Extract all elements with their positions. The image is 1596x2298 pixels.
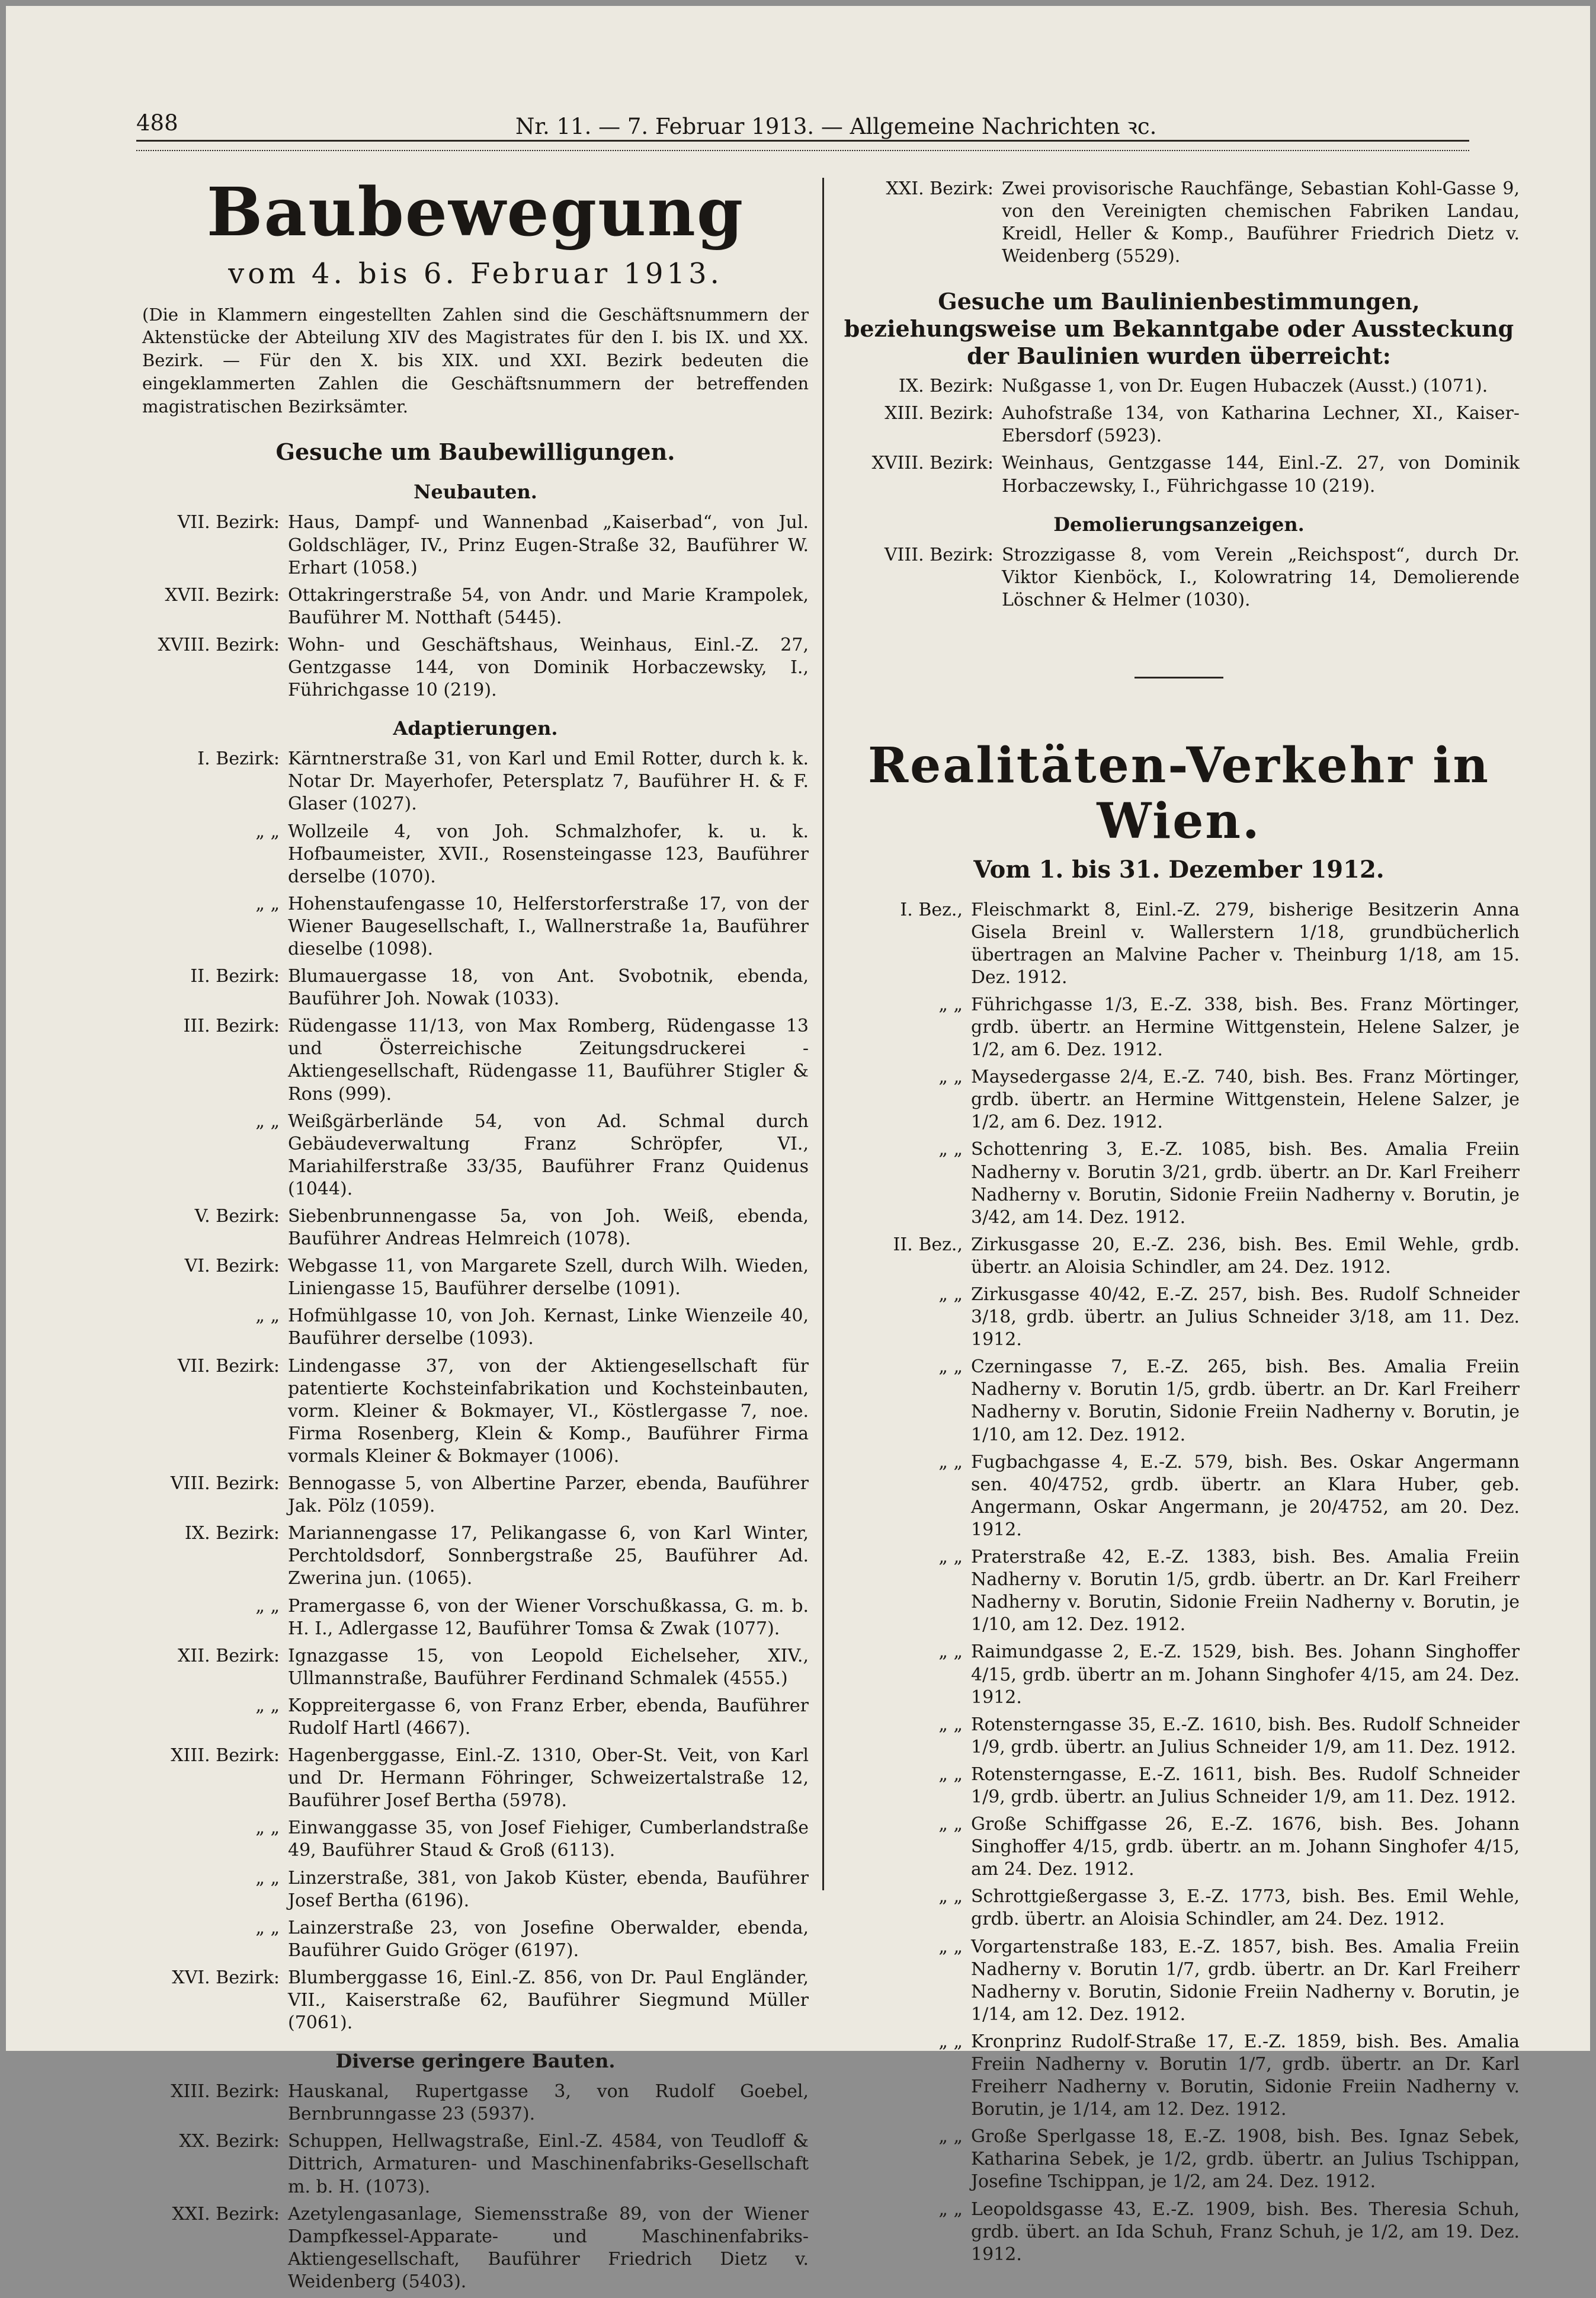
district-label: II. Bez., [893,1234,963,1255]
list-item [838,544,1520,612]
realitaeten-title: Realitäten-Verkehr in Wien. [867,737,1491,850]
list-item [838,1714,1520,1759]
article-subtitle: vom 4. bis 6. Februar 1913. [228,257,723,290]
list-item [838,1451,1520,1541]
district-label: „ „ [255,893,280,914]
divider [1134,677,1223,678]
district-label: „ „ [938,1451,963,1473]
list-item [838,2198,1520,2266]
entry-text: Praterstraße 42, E.-Z. 1383, bish. Bes. Amalia Freiin Nadherny v. Borutin 1/5, grdb. übertr. an Dr. Karl Freiherr Nadherny v. Borutin, Sidonie Freiin Nadherny v. Borutin, je 1/10, am 12. Dez. 1912. [971,1547,1520,1636]
district-label: I. Bez., [900,899,963,920]
list-item [142,1817,809,1862]
list-item [838,1813,1520,1881]
district-label: VII. Bezirk: [177,1355,280,1377]
entry-text: Hagenberggasse, Einl.-Z. 1310, Ober-St. Veit, von Karl und Dr. Hermann Föhringer, Schweizertalstraße 12, Bauführer Josef Bertha (5978). [288,1745,809,1811]
district-label: VI. Bezirk: [184,1256,280,1277]
district-label: „ „ [938,994,963,1015]
district-label: „ „ [938,1763,963,1785]
district-label: „ „ [255,1595,280,1617]
list-item [838,402,1520,447]
entry-text: Hohenstaufengasse 10, Helferstorferstraße 17, von der Wiener Baugesellschaft, I., Wallnerstraße 1a, Bauführer dieselbe (1098). [288,893,809,959]
entry-text: Wohn- und Geschäftshaus, Weinhaus, Einl.-Z. 27, Gentzgasse 144, von Dominik Horbaczewsky, I., Führichgasse 10 (219). [288,634,809,701]
list-item [142,748,809,815]
entry-text: Lindengasse 37, von der Aktiengesellschaft für patentierte Kochsteinfabrikation und Kochsteinbauten, vorm. Kleiner & Bokmayer, VI., Köstlergasse 7, noe. Firma Rosenberg, Klein & Komp., Bauführer Firma vormals Kleiner & Bokmayer (1006). [288,1355,809,1467]
entry-text: Fleischmarkt 8, Einl.-Z. 279, bisherige Besitzerin Anna Gisela Breinl v. Wallerstern 1/18, grundbücherlich übertragen an Malvine Pacher v. Theinburg 1/18, am 15. Dez. 1912. [971,899,1520,988]
entry-text: Pramergasse 6, von der Wiener Vorschußkassa, G. m. b. H. I., Adlergasse 12, Bauführer Tomsa & Zwak (1077). [288,1595,809,1639]
entry-text: Hofmühlgasse 10, von Joh. Kernast, Linke Wienzeile 40, Bauführer derselbe (1093). [288,1305,809,1349]
entry-text: Blumberggasse 16, Einl.-Z. 856, von Dr. Paul Engländer, VII., Kaiserstraße 62, Bauführer Siegmund Müller (7061). [288,1967,809,2034]
section-heading: Gesuche um Baubewilligungen. [275,438,675,465]
list-item [838,1886,1520,1931]
district-label: XXI. Bezirk: [886,178,994,199]
list-item [142,1745,809,1812]
entry-text: Azetylengasanlage, Siemensstraße 89, von der Wiener Dampfkessel-Apparate- und Maschinenfabriks-Aktiengesellschaft, Bauführer Friedrich Dietz v. Weidenberg (5403). [288,2203,809,2292]
entry-text: Raimundgasse 2, E.-Z. 1529, bish. Bes. Johann Singhoffer 4/15, grdb. übertr an m. Johann Singhofer 4/15, am 24. Dez. 1912. [971,1641,1520,1708]
list-item [838,178,1520,268]
entry-text: Schuppen, Hellwagstraße, Einl.-Z. 4584, von Teudloff & Dittrich, Armaturen- und Maschinenfabriks-Gesellschaft m. b. H. (1073). [288,2131,809,2197]
district-label: II. Bezirk: [190,966,280,987]
entry-text: Webgasse 11, von Margarete Szell, durch Wilh. Wieden, Liniengasse 15, Bauführer derselbe (1091). [288,1256,809,1300]
district-label: XXI. Bezirk: [172,2203,280,2225]
district-label: XVII. Bezirk: [165,584,280,606]
realitaeten-list [838,899,1520,2266]
district-label: „ „ [938,1067,963,1088]
entry-text: Zirkusgasse 40/42, E.-Z. 257, bish. Bes. Rudolf Schneider 3/18, grdb. übertr. an Julius Schneider 3/18, am 11. Dez. 1912. [971,1284,1520,1350]
header-rule [136,140,1469,151]
entry-text: Zirkusgasse 20, E.-Z. 236, bish. Bes. Emil Wehle, grdb. übertr. an Aloisia Schindler, am 24. Dez. 1912. [971,1234,1520,1278]
district-label: „ „ [255,1110,280,1132]
district-label: VIII. Bezirk: [884,544,994,565]
list-item [838,452,1520,497]
list-item [142,965,809,1010]
list-item [142,1867,809,1912]
list-item [838,1066,1520,1134]
list-item [142,584,809,629]
district-label: XII. Bezirk: [178,1645,280,1666]
district-label: I. Bezirk: [197,748,280,770]
realitaeten-subtitle: Vom 1. bis 31. Dezember 1912. [973,855,1385,884]
intro-note: (Die in Klammern eingestellten Zahlen sind die Geschäftsnummern der Aktenstücke der Abteilung XIV des Magistrates für den I. bis IX. und XX. Bezirk. — Für den X. bis XIX. und XXI. Bezirk bedeuten die eingeklammerten Zahlen die Geschäftsnummern der betreffenden magistratischen Bezirksämter. [142,304,809,417]
district-label: „ „ [938,1814,963,1835]
entry-text: Koppreitergasse 6, von Franz Erber, ebenda, Bauführer Rudolf Hartl (4667). [288,1695,809,1739]
entry-text: Weinhaus, Gentzgasse 144, Einl.-Z. 27, von Dominik Horbaczewsky, I., Führichgasse 10 (219). [1002,453,1520,497]
district-label: „ „ [938,1886,963,1907]
running-head: Nr. 11. — 7. Februar 1913. — Allgemeine Nachrichten ꝛc. [515,114,1157,139]
district-label: III. Bezirk: [183,1016,280,1037]
district-label: VII. Bezirk: [177,512,280,533]
newspaper-page [6,6,1590,2292]
subsection-heading: Demolierungsanzeigen. [1053,513,1305,536]
district-label: V. Bezirk: [194,1206,280,1227]
list-item [838,994,1520,1061]
page-number: 488 [136,110,178,136]
district-label: „ „ [255,1917,280,1938]
list-item [142,2081,809,2126]
list-item [838,2031,1520,2121]
section-heading: Gesuche um Baulinienbestimmungen, beziehungsweise um Bekanntgabe oder Aussteckung der Baulinien wurden überreicht: [844,288,1514,369]
entry-text: Weißgärberlände 54, von Ad. Schmal durch Gebäudeverwaltung Franz Schröpfer, VI., Mariahilferstraße 33/35, Bauführer Franz Quidenus (1044). [288,1110,809,1199]
list-item [142,1015,809,1105]
list-item [838,1356,1520,1446]
district-label: „ „ [938,2126,963,2147]
list-item [838,2126,1520,2193]
district-label: „ „ [938,2198,963,2220]
district-label: „ „ [938,1641,963,1663]
entry-text: Zwei provisorische Rauchfänge, Sebastian Kohl-Gasse 9, von den Vereinigten chemischen Fabriken Landau, Kreidl, Heller & Komp., Bauführer Friedrich Dietz v. Weidenberg (5529). [1002,178,1520,267]
neubauten-list [142,511,809,702]
list-item [838,1936,1520,2026]
entry-text: Blumauergasse 18, von Ant. Svobotnik, ebenda, Bauführer Joh. Nowak (1033). [288,966,809,1010]
subsection-heading: Neubauten. [414,481,537,504]
list-item [838,1284,1520,1351]
list-item [142,1110,809,1201]
list-item [142,1355,809,1468]
district-label: XVI. Bezirk: [172,1967,280,1988]
entry-text: Fugbachgasse 4, E.-Z. 579, bish. Bes. Oskar Angermann sen. 40/4752, grdb. übertr. an Klara Huber, geb. Angermann, Oskar Angermann, je 20/4752, am 20. Dez. 1912. [971,1451,1520,1540]
entry-text: Kärntnerstraße 31, von Karl und Emil Rotter, durch k. k. Notar Dr. Mayerhofer, Petersplatz 7, Bauführer H. & F. Glaser (1027). [288,748,809,815]
district-label: IX. Bezirk: [898,376,994,397]
district-label: XVIII. Bezirk: [871,453,994,474]
district-label: XIII. Bezirk: [884,403,994,424]
list-item [142,2203,809,2293]
entry-text: Mariannengasse 17, Pelikangasse 6, von Karl Winter, Perchtoldsdorf, Sonnbergstraße 25, Bauführer Ad. Zwerina jun. (1065). [288,1523,809,1589]
list-item [838,1641,1520,1708]
entry-text: Bennogasse 5, von Albertine Parzer, ebenda, Bauführer Jak. Pölz (1059). [288,1473,809,1517]
entry-text: Siebenbrunnengasse 5a, von Joh. Weiß, ebenda, Bauführer Andreas Helmreich (1078). [288,1206,809,1250]
list-item [142,821,809,888]
list-item [142,1255,809,1300]
entry-text: Vorgartenstraße 183, E.-Z. 1857, bish. Bes. Amalia Freiin Nadherny v. Borutin 1/7, grdb. übertr. an Dr. Karl Freiherr Nadherny v. Borutin, Sidonie Freiin Nadherny v. Borutin, je 1/14, am 12. Dez. 1912. [971,1936,1520,2025]
list-item [838,1546,1520,1636]
adaptierungen-list [142,748,809,2034]
district-label: „ „ [938,1936,963,1957]
diverse-list [142,2081,809,2293]
entry-text: Hauskanal, Rupertgasse 3, von Rudolf Goebel, Bernbrunngasse 23 (5937). [288,2081,809,2125]
entry-text: Schrottgießergasse 3, E.-Z. 1773, bish. Bes. Emil Wehle, grdb. übertr. an Aloisia Schindler, am 24. Dez. 1912. [971,1886,1520,1930]
list-item [142,1917,809,1962]
district-label: „ „ [255,1867,280,1889]
district-label: VIII. Bezirk: [170,1473,280,1494]
district-label: „ „ [938,2031,963,2052]
page-header [124,105,1475,141]
entry-text: Rotensterngasse 35, E.-Z. 1610, bish. Bes. Rudolf Schneider 1/9, grdb. übertr. an Julius Schneider 1/9, am 11. Dez. 1912. [971,1714,1520,1758]
entry-text: Auhofstraße 134, von Katharina Lechner, XI., Kaiser-Ebersdorf (5923). [1002,403,1520,447]
list-item [142,1205,809,1250]
entry-text: Nußgasse 1, von Dr. Eugen Hubaczek (Ausst.) (1071). [1002,376,1488,397]
district-label: „ „ [255,1305,280,1327]
article-title: Baubewegung [206,174,745,251]
entry-text: Lainzerstraße 23, von Josefine Oberwalder, ebenda, Bauführer Guido Gröger (6197). [288,1917,809,1961]
district-label: „ „ [255,1695,280,1716]
entry-text: Maysedergasse 2/4, E.-Z. 740, bish. Bes. Franz Mörtinger, grdb. übertr. an Hermine Wittgenstein, Helene Salzer, je 1/2, am 6. Dez. 1912. [971,1067,1520,1133]
list-item [142,1967,809,2034]
list-item [838,1763,1520,1809]
list-item [142,1595,809,1640]
subsection-heading: Diverse geringere Bauten. [335,2050,616,2073]
district-label: XIII. Bezirk: [171,2081,280,2102]
entry-text: Rotensterngasse, E.-Z. 1611, bish. Bes. Rudolf Schneider 1/9, grdb. übertr. an Julius Schneider 1/9, am 11. Dez. 1912. [971,1763,1520,1807]
list-item [142,1522,809,1590]
list-item [838,1138,1520,1228]
column-rule [822,178,824,1890]
list-item [838,1234,1520,1279]
baulinien-list [838,375,1520,497]
list-item [142,2130,809,2198]
entry-text: Große Sperlgasse 18, E.-Z. 1908, bish. Bes. Ignaz Sebek, Katharina Sebek, je 1/2, grdb. übertr. an Julius Tschippan, Josefine Tschippan, je 1/2, am 24. Dez. 1912. [971,2126,1520,2193]
entry-text: Einwanggasse 35, von Josef Fiehiger, Cumberlandstraße 49, Bauführer Staud & Groß (6113). [288,1817,809,1861]
district-label: XVIII. Bezirk: [158,634,280,655]
list-item [838,375,1520,398]
district-label: XIII. Bezirk: [171,1745,280,1766]
district-label: „ „ [938,1139,963,1160]
district-label: „ „ [938,1714,963,1735]
entry-text: Große Schiffgasse 26, E.-Z. 1676, bish. Bes. Johann Singhoffer 4/15, grdb. übertr. an m. Johann Singhofer 4/15, am 24. Dez. 1912. [971,1814,1520,1880]
entry-text: Czerningasse 7, E.-Z. 265, bish. Bes. Amalia Freiin Nadherny v. Borutin 1/5, grdb. übertr. an Dr. Karl Freiherr Nadherny v. Borutin, Sidonie Freiin Nadherny v. Borutin, je 1/10, am 12. Dez. 1912. [971,1356,1520,1445]
subsection-heading: Adaptierungen. [393,717,558,740]
list-item [142,1473,809,1518]
list-item [142,893,809,961]
entry-text: Ottakringerstraße 54, von Andr. und Marie Krampolek, Bauführer M. Notthaft (5445). [288,584,809,628]
list-item [142,634,809,702]
list-item [142,511,809,579]
list-item [838,899,1520,989]
entry-text: Wollzeile 4, von Joh. Schmalzhofer, k. u. k. Hofbaumeister, XVII., Rosensteingasse 123, Bauführer derselbe (1070). [288,821,809,887]
district-label: „ „ [255,1817,280,1839]
entry-text: Kronprinz Rudolf-Straße 17, E.-Z. 1859, bish. Bes. Amalia Freiin Nadherny v. Borutin 1/7, grdb. übertr. an Dr. Karl Freiherr Nadherny v. Borutin, Sidonie Freiin Nadherny v. Borutin, je 1/14, am 12. Dez. 1912. [971,2031,1520,2120]
district-label: XX. Bezirk: [179,2131,280,2152]
entry-text: Schottenring 3, E.-Z. 1085, bish. Bes. Amalia Freiin Nadherny v. Borutin 3/21, grdb. übertr. an Dr. Karl Freiherr Nadherny v. Borutin, Sidonie Freiin Nadherny v. Borutin, je 3/42, am 14. Dez. 1912. [971,1139,1520,1228]
district-label: „ „ [255,821,280,842]
left-column [142,174,809,2298]
district-label: „ „ [938,1284,963,1305]
entry-text: Rüdengasse 11/13, von Max Romberg, Rüdengasse 13 und Österreichische Zeitungsdruckerei - Aktiengesellschaft, Rüdengasse 11, Bauführer Stigler & Rons (999). [288,1016,809,1105]
entry-text: Haus, Dampf- und Wannenbad „Kaiserbad“, von Jul. Goldschläger, IV., Prinz Eugen-Straße 32, Bauführer W. Erhart (1058.) [288,512,809,578]
district-label: „ „ [938,1356,963,1378]
entry-text: Ignazgasse 15, von Leopold Eichelseher, XIV., Ullmannstraße, Bauführer Ferdinand Schmalek (4555.) [288,1645,809,1689]
demolierung-list [838,544,1520,612]
list-item [142,1305,809,1350]
entry-text: Leopoldsgasse 43, E.-Z. 1909, bish. Bes. Theresia Schuh, grdb. übert. an Ida Schuh, Franz Schuh, je 1/2, am 19. Dez. 1912. [971,2198,1520,2265]
list-item [142,1695,809,1740]
district-label: „ „ [938,1547,963,1568]
entry-text: Führichgasse 1/3, E.-Z. 338, bish. Bes. Franz Mörtinger, grdb. übertr. an Hermine Wittgenstein, Helene Salzer, je 1/2, am 6. Dez. 1912. [971,994,1520,1061]
district-label: IX. Bezirk: [184,1523,280,1544]
list-item [142,1645,809,1690]
right-column [838,178,1520,2271]
entry-text: Strozzigasse 8, vom Verein „Reichspost“, durch Dr. Viktor Kienböck, I., Kolowratring 14, Demolierende Löschner & Helmer (1030). [1002,544,1520,610]
entry-text: Linzerstraße, 381, von Jakob Küster, ebenda, Bauführer Josef Bertha (6196). [288,1867,809,1911]
